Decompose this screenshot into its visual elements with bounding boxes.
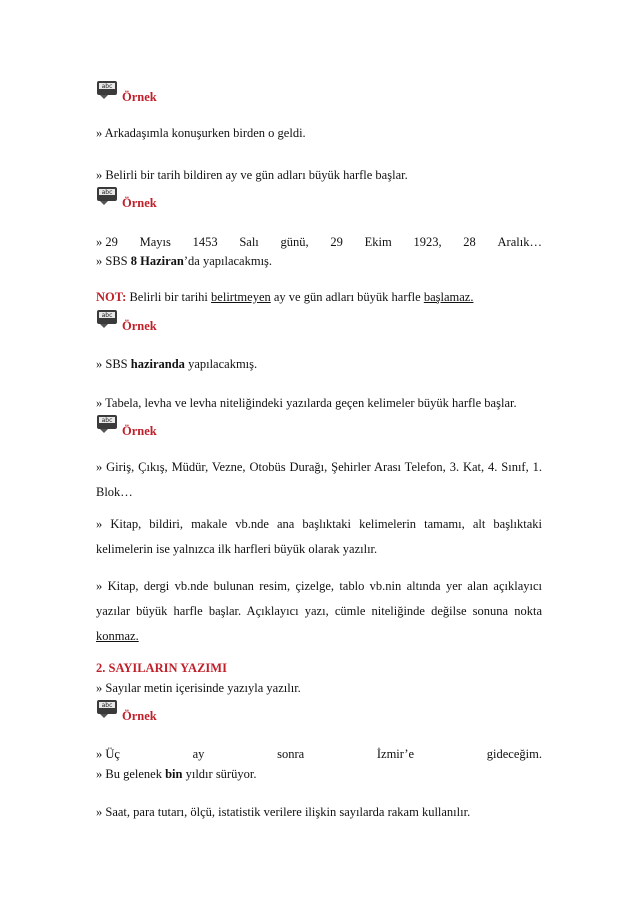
abc-icon [96,80,118,100]
svg-text:abc: abc [101,189,113,196]
token: İzmir’e [376,747,415,761]
svg-text:abc: abc [101,417,113,424]
token: Salı [239,235,259,249]
rule-text: » Sayılar metin içerisinde yazıyla yazılır. [96,681,301,695]
token: ay [192,747,205,761]
svg-text:abc: abc [101,702,113,709]
token: sonra [277,747,305,761]
example-line: » SBS 8 Haziran’da yapılacakmış. [96,254,273,268]
example-line: » Bu gelenek bin yıldır sürüyor. [96,767,257,781]
paragraph: » Arkadaşımla konuşurken birden o geldi. [96,126,306,140]
svg-text:abc: abc [101,312,113,319]
token: » Üç [96,747,120,761]
token: 1453 [192,235,218,249]
token: Mayıs [139,235,171,249]
token: 28 [463,235,476,249]
token: 29 [330,235,343,249]
abc-icon [96,186,118,206]
token: günü, [280,235,309,249]
example-label: Örnek [122,424,157,438]
token: 1923, [413,235,442,249]
example-spread-line [96,747,542,761]
token: gideceğim. [486,747,542,761]
rule-text: » Saat, para tutarı, ölçü, istatistik verilere ilişkin sayılarda rakam kullanılır. [96,805,471,819]
example-line: » SBS haziranda yapılacakmış. [96,357,258,371]
rule-text: » Belirli bir tarih bildiren ay ve gün adları büyük harfle başlar. [96,168,408,182]
example-heading [96,414,216,438]
example-heading [96,699,216,723]
rule-paragraph: » Kitap, dergi vb.nde bulunan resim, çizelge, tablo vb.nin altında yer alan açıklayıcı yazılar büyük harfle başlar. Açıklayıcı yazı, cümle niteliğinde değilse sonuna nokta konmaz. [96,579,542,643]
example-date-line [96,235,542,249]
example-paragraph: » Giriş, Çıkış, Müdür, Vezne, Otobüs Durağı, Şehirler Arası Telefon, 3. Kat, 4. Sınıf, 1. Blok… [96,460,542,499]
example-label: Örnek [122,319,157,333]
example-label: Örnek [122,709,157,723]
token: Aralık… [497,235,542,249]
note-label: NOT: [96,290,127,304]
example-label: Örnek [122,196,157,210]
rule-paragraph: » Kitap, bildiri, makale vb.nde ana başlıktaki kelimelerin tamamı, alt başlıktaki kelimelerin ise yalnızca ilk harfleri büyük olarak yazılır. [96,517,542,556]
section-title: 2. SAYILARIN YAZIMI [96,661,227,675]
rule-text: » Tabela, levha ve levha niteliğindeki yazılarda geçen kelimeler büyük harfle başlar. [96,396,517,410]
svg-text:abc: abc [101,83,113,90]
abc-icon [96,414,118,434]
abc-icon [96,699,118,719]
example-heading [96,186,216,210]
example-heading [96,309,216,333]
abc-icon [96,309,118,329]
token: Ekim [364,235,392,249]
token: » 29 [96,235,118,249]
note-line: NOT: Belirli bir tarihi belirtmeyen ay ve gün adları büyük harfle başlamaz. [96,290,474,304]
example-heading [96,80,216,104]
example-label: Örnek [122,90,157,104]
